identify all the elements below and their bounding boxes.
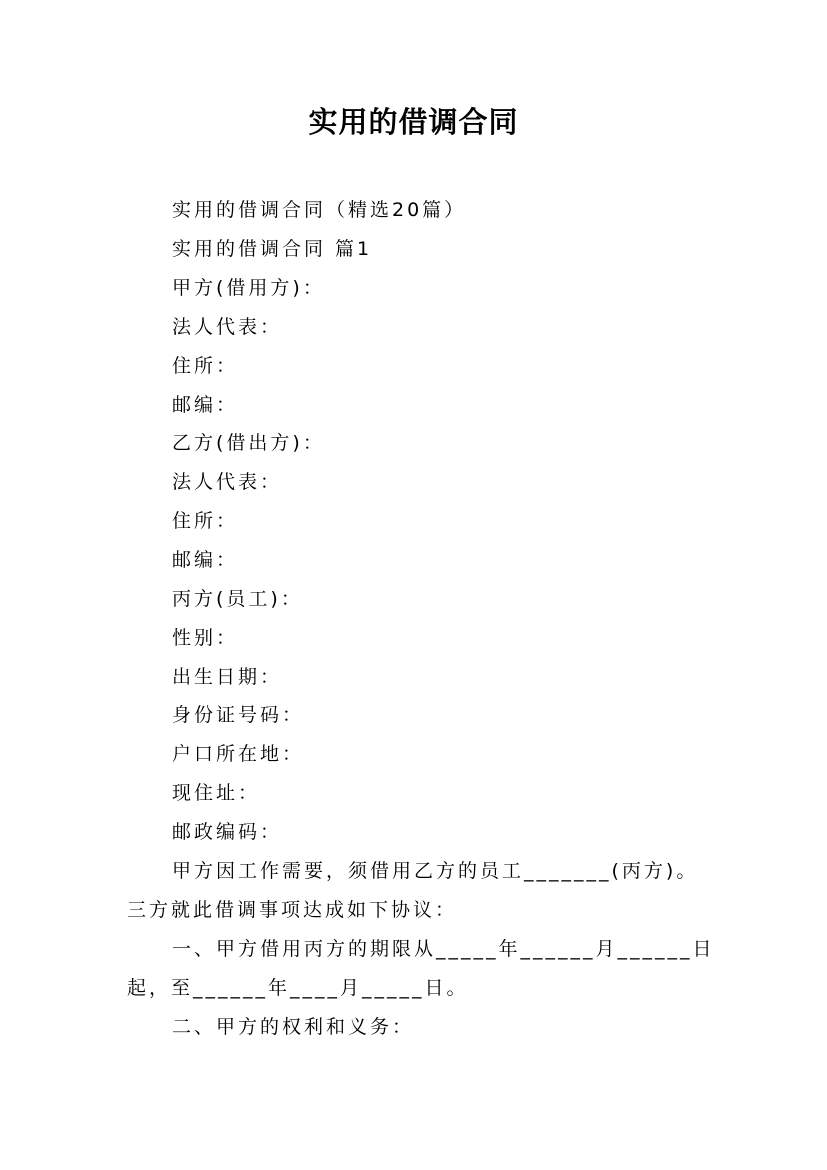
party-b-postcode: 邮编： [172, 549, 239, 571]
clause-one-line: 一、甲方借用丙方的期限从_____年______月______日 [172, 938, 715, 960]
party-a-postcode: 邮编： [172, 394, 239, 416]
party-c-registered-residence: 户口所在地： [172, 743, 305, 765]
party-c-current-address: 现住址： [172, 782, 261, 804]
party-a-representative: 法人代表： [172, 316, 283, 338]
party-b-address: 住所： [172, 510, 239, 532]
subtitle-line: 实用的借调合同（精选20篇） [172, 199, 467, 221]
clause-one-line: 起，至______年____月_____日。 [127, 977, 469, 999]
section-heading: 实用的借调合同 篇1 [172, 238, 373, 260]
document-title: 实用的借调合同 [308, 105, 519, 139]
party-c-birthdate: 出生日期： [172, 666, 283, 688]
clause-two-heading: 二、甲方的权利和义务： [172, 1016, 415, 1038]
body-paragraph-line: 甲方因工作需要，须借用乙方的员工_______(丙方)。 [172, 860, 699, 882]
party-c-label: 丙方(员工)： [172, 588, 303, 610]
body-paragraph-line: 三方就此借调事项达成如下协议： [127, 899, 458, 921]
party-b-label: 乙方(借出方)： [172, 432, 325, 454]
party-a-label: 甲方(借用方)： [172, 277, 325, 299]
party-c-id-number: 身份证号码： [172, 704, 305, 726]
party-c-gender: 性别： [172, 627, 239, 649]
party-a-address: 住所： [172, 355, 239, 377]
party-c-postcode: 邮政编码： [172, 821, 283, 843]
party-b-representative: 法人代表： [172, 471, 283, 493]
